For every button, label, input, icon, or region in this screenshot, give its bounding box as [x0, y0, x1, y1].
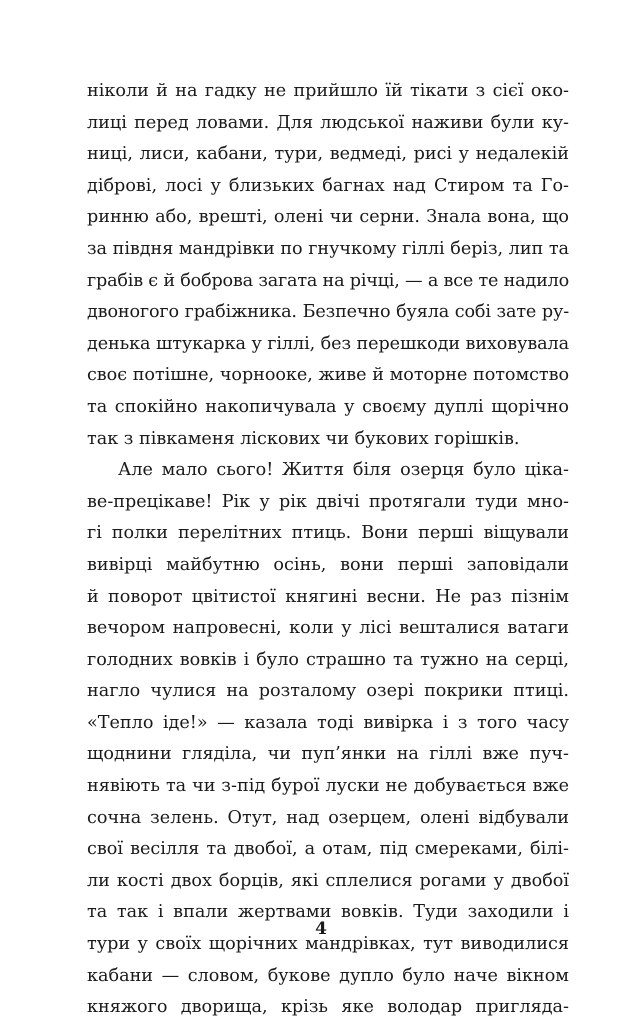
- text-line: двоногого грабіжника. Безпечно буяла собі зате ру-: [87, 302, 569, 323]
- text-line: вивірці майбутню осінь, вони перші заповідали: [87, 554, 569, 575]
- text-line: своє потішне, чорнооке, живе й моторне потомство: [87, 365, 569, 386]
- body-text: [87, 76, 569, 1024]
- text-line: так з півкаменя ліскових чи букових горішків.: [87, 428, 520, 449]
- text-line: ниці, лиси, кабани, тури, ведмеді, рисі у недалекій: [87, 144, 569, 165]
- text-line: лиці перед ловами. Для людської наживи були ку-: [87, 112, 569, 133]
- text-line: за півдня мандрівки по гнучкому гіллі беріз, лип та: [87, 238, 569, 259]
- text-line: й поворот цвітистої княгині весни. Не раз пізнім: [87, 586, 569, 607]
- text-line: тури у своїх щорічних мандрівках, тут виводилися: [87, 934, 569, 955]
- page-number: 4: [315, 919, 327, 939]
- text-line: ли кості двох борців, які сплелися рогами у двобої: [87, 870, 569, 891]
- text-line: голодних вовків і було страшно та тужно на серці,: [87, 649, 569, 670]
- text-line: денька штукарка у гіллі, без перешкоди виховувала: [87, 333, 569, 354]
- text-line: нагло чулися на розталому озері покрики птиці.: [87, 681, 569, 702]
- text-line: гі полки перелітних птиць. Вони перші віщували: [87, 523, 569, 544]
- text-line: княжого дворища, крізь яке володар пригляда-: [87, 997, 569, 1018]
- text-line: щоднини гляділа, чи пуп’янки на гіллі вже пуч-: [87, 744, 569, 765]
- text-line: ніколи й на гадку не прийшло їй тікати з сієї око-: [87, 81, 569, 101]
- text-line: кабани — словом, букове дупло було наче вікном: [87, 965, 569, 986]
- text-line: Але мало сього! Життя біля озерця було ціка-: [118, 460, 569, 481]
- text-line: діброві, лосі у близьких багнах над Стиром та Го-: [87, 175, 569, 196]
- paragraph-1: [87, 76, 569, 455]
- text-line: нявіють та чи з-під бурої луски не добувається вже: [87, 776, 569, 797]
- text-line: свої весілля та двобої, а отам, під смереками, білі-: [87, 839, 569, 860]
- text-line: ринню або, врешті, олені чи серни. Знала вона, що: [87, 207, 569, 228]
- text-line: сочна зелень. Отут, над озерцем, олені відбували: [87, 807, 569, 828]
- text-line: ве-прецікаве! Рік у рік двічі протягали туди мно-: [87, 491, 569, 512]
- text-line: грабів є й боброва загата на річці, — а все те надило: [87, 270, 569, 291]
- text-line: «Тепло іде!» — казала тоді вивірка і з того часу: [87, 712, 569, 733]
- text-line: та так і впали жертвами вовків. Туди заходили і: [87, 902, 569, 923]
- text-line: та спокійно накопичувала у своєму дуплі щорічно: [87, 396, 569, 417]
- text-line: вечором напровесні, коли у лісі вешталися ватаги: [87, 618, 569, 639]
